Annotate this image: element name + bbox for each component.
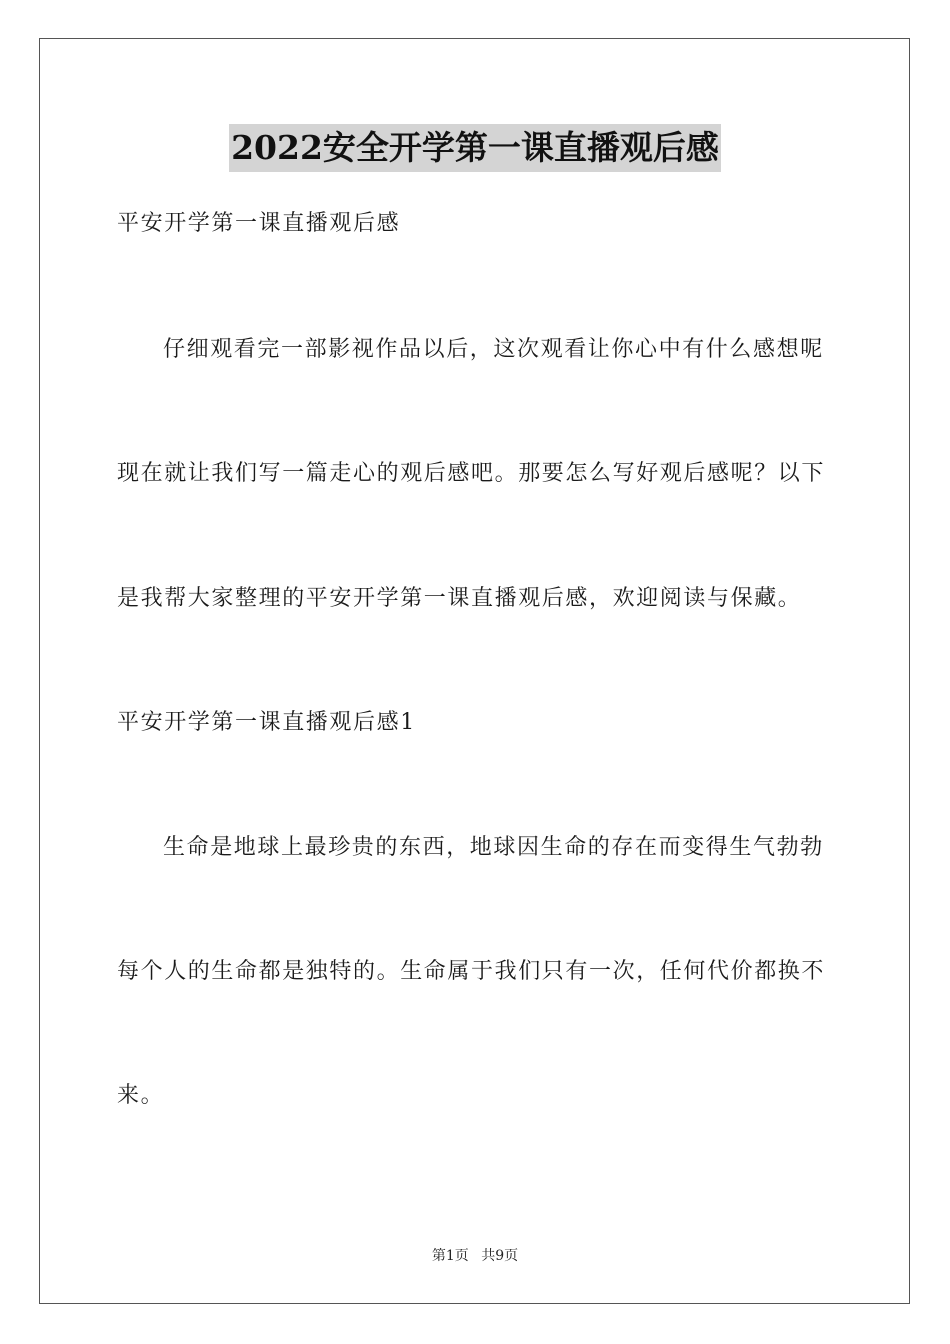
section-heading: 平安开学第一课直播观后感1 bbox=[117, 710, 416, 735]
page-footer bbox=[0, 1246, 950, 1266]
paragraph-1-line-2: 现在就让我们写一篇走心的观后感吧。那要怎么写好观后感呢？以下 bbox=[117, 461, 826, 486]
paragraph-2-line-3: 来。 bbox=[117, 1083, 165, 1108]
paragraph-1-line-3: 是我帮大家整理的平安开学第一课直播观后感，欢迎阅读与保藏。 bbox=[117, 586, 802, 611]
paragraph-1-line-1: 仔细观看完一部影视作品以后，这次观看让你心中有什么感想呢 bbox=[163, 337, 824, 362]
page-number-current: 第1页 bbox=[431, 1248, 469, 1264]
page-number-total: 共9页 bbox=[481, 1248, 519, 1264]
document-title: 2022安全开学第一课直播观后感 bbox=[229, 124, 721, 172]
paragraph-2-line-1: 生命是地球上最珍贵的东西，地球因生命的存在而变得生气勃勃 bbox=[163, 835, 824, 860]
paragraph-2-line-2: 每个人的生命都是独特的。生命属于我们只有一次，任何代价都换不 bbox=[117, 959, 826, 984]
document-subtitle: 平安开学第一课直播观后感 bbox=[117, 211, 401, 236]
title-container bbox=[0, 124, 950, 172]
